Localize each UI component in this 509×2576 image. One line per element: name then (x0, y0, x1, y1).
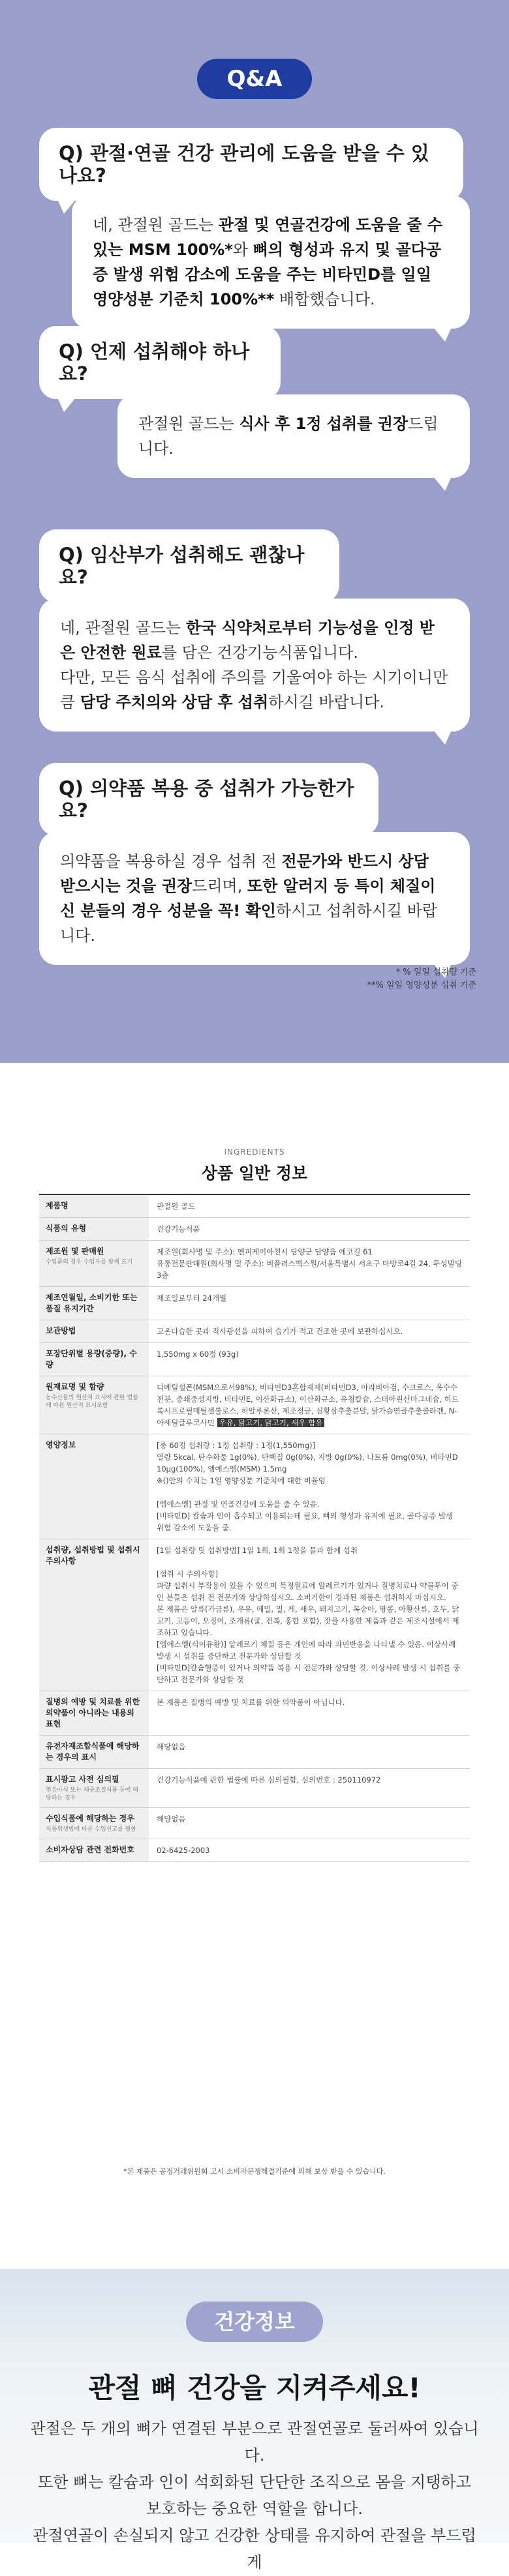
row-header (39, 1434, 149, 1539)
answer-segment: 하시길 바랍니다. (268, 693, 384, 711)
info-subtitle: INGREDIENTS (224, 1147, 285, 1157)
answer-bubble-1 (72, 196, 470, 329)
answer-segment: 네, 관절원 골드는 (93, 216, 219, 234)
row-header-text: 원재료명 및 함량 (46, 1382, 104, 1391)
row-value-text: 디메틸설폰(MSM으로서98%), 비타민D3혼합제제(비타민D3, 아라비아검, 수크로스, 옥수수전분, 중쇄중성지방, 비타민E, 이산화규소), 이산화규소, 유청칼슘, 스테아린산마그네슘, 히드록시프로필메틸셀룰로스, 히알루론산, 제조정금, 심황삼추출분말, 닭가슴연골추출콜라겐, N-아세틸글루코사민 (157, 1383, 459, 1427)
question-text-3: Q) 임산부가 섭취해도 괜찮나요? (59, 544, 305, 588)
table-row (39, 1434, 470, 1539)
row-value-text: 02-6425-2003 (157, 1846, 210, 1855)
row-header (39, 1320, 149, 1342)
table-row (39, 1376, 470, 1434)
row-value-text: 본 제품은 질병의 예방 및 치료를 위한 의약품이 아닙니다. (157, 1698, 345, 1707)
question-text-4: Q) 의약품 복용 중 섭취가 가능한가요? (59, 777, 354, 822)
row-header-text: 식품의 유형 (46, 1224, 87, 1233)
row-value-text: 1,550mg x 60정 (93g) (157, 1350, 239, 1359)
answer-segment: 드립니다. (138, 415, 439, 458)
row-header (39, 1769, 149, 1807)
row-value (149, 1376, 470, 1434)
row-value (149, 1434, 470, 1539)
answer-segment: 담당 주치의와 상담 후 섭취 (80, 693, 269, 711)
row-value-text: 해당없음 (157, 1742, 186, 1751)
question-bubble-2 (39, 326, 281, 399)
question-bubble-1 (39, 128, 463, 201)
compensation-note: *본 제품은 공정거래위원회 고시 소비자분쟁해결기준에 의해 보상 받을 수 있습니다. (123, 2167, 386, 2176)
question-text-2: Q) 언제 섭취해야 하나요? (59, 340, 250, 385)
row-header-text: 유전자재조합식품에 해당하는 경우의 표시 (46, 1741, 140, 1762)
row-value-text: 고온다습한 곳과 직사광선을 피하여 습기가 적고 건조한 곳에 보관하십시오. (157, 1327, 403, 1336)
row-value-text: [1일 섭취량 및 섭취방법] 1일 1회, 1회 1정을 물과 함께 섭취 [섭취 시 주의사항] 과량 섭취시 부작용이 있을 수 있으며 특정원료에 알레르기가 있거나 질병치료나 약물투여 중인 분들은 섭취 전 전문가와 상담하십시오. 소비기한이 경과된 제품은 섭취하지 마십시오. 본 제품은 알류(가금류), 우유, 메밀, 밀, 게, 새우, 돼지고기, 복숭아, 땅콩, 아황산류, 호두, 닭고기, 고등어, 오징어, 조개류(굴, 전복, 홍합 포함), 잣을 사용한 제품과 같은 제조시설에서 제조하고 있습니다. [엠에스엠(식이유황)] 알레르기 체질 등은 개인에 따라 과민반응을 나타낼 수 있음. 이상사례 발생 시 섭취를 중단하고 전문가와 상담할 것 [비타민D]칼슘혈증이 있거나 의약품 복용 시 전문가와 상담할 것. 이상사례 발생 시 섭취를 중단하고 전문가와 상담할 것 (157, 1546, 461, 1684)
table-row (39, 1287, 470, 1320)
row-value (149, 1736, 470, 1768)
answer-segment: 또한 알러지 등 특이 체질이신 분들의 경우 성분을 꼭! 확인 (60, 877, 436, 920)
row-header (39, 1691, 149, 1735)
footnote-daily-nutrient: **% 일일 영양성분 섭취 기준 (367, 981, 476, 990)
answer-text-3 (60, 619, 448, 711)
row-header (39, 1808, 149, 1839)
table-row (39, 1769, 470, 1808)
row-value-text: 제조일로부터 24개월 (157, 1294, 227, 1303)
row-value-text: [총 60정 섭취량 : 1정 섭취량 : 1정(1,550mg)] 열량 5kcal, 탄수화물 1g(0%), 단백질 0g(0%), 지방 0g(0%), 나트륨 0mg(0%), 비타민D 10μg(100%), 엠에스엠(MSM) 1.5mg ※()안의 수치는 1일 영양성분 기준치에 대한 비율임 [엠에스엠] 관절 및 연골건강에 도움을 줄 수 있음. [비타민D] 칼슘과 인이 흡수되고 이용되는데 필요, 뼈의 형성과 유지에 필요, 골다공증 발생 위험 감소에 도움을 줌. (157, 1441, 458, 1532)
answer-segment: 하시고 섭취하시길 바랍니다. (60, 902, 438, 945)
answer-segment: 다만, 모든 음식 섭취에 주의를 기울여야 하는 시기이니만큼 (60, 668, 448, 711)
row-value (149, 1691, 470, 1735)
row-header-note: 영유아식 또는 체중조절식품 등에 해당하는 경우 (46, 1787, 138, 1801)
row-value (149, 1539, 470, 1691)
row-header-note: 식품위생법에 따른 수입신고를 필함 (46, 1826, 136, 1833)
answer-segment: 뼈의 형성과 유지 및 골다공증 발생 위험 감소에 도움을 주는 비타민D를 일일 영양성분 기준치 100%** (93, 241, 442, 308)
row-header-text: 제조연월일, 소비기한 또는 품질 유지기간 (46, 1293, 138, 1313)
row-header-text: 제조원 및 판매원 (46, 1247, 104, 1256)
row-value (149, 1218, 470, 1240)
row-value (149, 1287, 470, 1320)
row-header (39, 1839, 149, 1861)
row-header (39, 1195, 149, 1217)
answer-text-4 (60, 852, 437, 945)
row-header (39, 1241, 149, 1286)
row-value (149, 1241, 470, 1286)
table-row (39, 1539, 470, 1691)
answer-text-1 (93, 216, 442, 308)
answer-bubble-3 (39, 599, 470, 732)
health-body: 관절은 두 개의 뼈가 연결된 부분으로 관절연골로 둘러싸여 있습니다. 또한 뼈는 칼슘과 인이 석회화된 단단한 조직으로 몸을 지탱하고 보호하는 중요한 역할을 합니다. 관절연골이 손실되지 않고 건강한 상태를 유지하여 관절을 부드럽게 (30, 2420, 479, 2571)
table-row (39, 1808, 470, 1839)
answer-bubble-2 (117, 394, 470, 478)
row-value-text: 해당없음 (157, 1814, 186, 1824)
row-header-text: 표시광고 사전 심의필 (46, 1775, 119, 1784)
table-row (39, 1218, 470, 1241)
answer-segment: 드리며, (192, 877, 247, 895)
health-badge: 건강정보 (186, 2302, 323, 2342)
table-row (39, 1343, 470, 1376)
answer-segment: 식사 후 1정 섭취를 권장 (239, 415, 409, 433)
row-header (39, 1736, 149, 1768)
answer-segment: 배합했습니다. (274, 290, 375, 308)
question-bubble-3 (39, 529, 339, 602)
table-row (39, 1839, 470, 1862)
row-value (149, 1769, 470, 1807)
row-header (39, 1539, 149, 1691)
answer-text-2 (138, 415, 439, 458)
health-section (0, 2269, 509, 2571)
row-header (39, 1287, 149, 1320)
table-row (39, 1241, 470, 1287)
answer-segment: 전문가와 반드시 상담 받으시는 것을 권장 (60, 852, 429, 895)
row-value (149, 1343, 470, 1376)
answer-segment: 와 (232, 241, 253, 259)
question-text-1: Q) 관절·연골 건강 관리에 도움을 받을 수 있나요? (59, 142, 429, 186)
row-header (39, 1376, 149, 1434)
qa-badge: Q&A (197, 59, 312, 99)
answer-bubble-4 (39, 832, 470, 965)
row-value (149, 1808, 470, 1839)
table-row (39, 1736, 470, 1769)
health-title: 관절 뼈 건강을 지켜주세요! (88, 2372, 421, 2404)
row-header-text: 섭취량, 섭취방법 및 섭취시 주의사항 (46, 1545, 140, 1565)
answer-segment: 의약품을 복용하실 경우 섭취 전 (60, 852, 282, 870)
table-row (39, 1691, 470, 1736)
row-header-text: 포장단위별 용량(중량), 수량 (46, 1349, 137, 1369)
table-row (39, 1320, 470, 1343)
row-value-text: 제조원(회사명 및 주소): 엔피케이아천시 담양군 담양읍 에코길 61 유통전문판매원(회사명 및 주소): 비플러스엑스원/서울특별시 서초구 마방로4길 24, 투성빌딩 3층 (157, 1247, 462, 1280)
row-header-note: 수입품의 경우 수입자를 함께 표기 (46, 1259, 133, 1266)
row-header-text: 영양정보 (46, 1440, 76, 1449)
row-header (39, 1343, 149, 1376)
row-header-text: 제품명 (46, 1201, 69, 1210)
row-header-text: 수입식품에 해당하는 경우 (46, 1814, 134, 1823)
product-info-table (39, 1194, 470, 1862)
footnote-daily-intake: * % 일일 섭취량 기준 (395, 968, 476, 977)
row-value (149, 1320, 470, 1342)
row-header-text: 보관방법 (46, 1326, 76, 1335)
row-value (149, 1839, 470, 1861)
question-bubble-4 (39, 763, 378, 836)
answer-segment: 관절 및 연골건강에 도움을 줄 수 있는 MSM 100%* (93, 216, 442, 259)
answer-segment: 관절원 골드는 (138, 415, 239, 433)
table-row (39, 1195, 470, 1218)
row-value (149, 1195, 470, 1217)
allergen-highlight: 우유, 닭고기, 닭고기, 새우 함유 (217, 1418, 325, 1427)
answer-segment: 를 담은 건강기능식품입니다. (161, 644, 358, 662)
row-header-text: 질병의 예방 및 치료를 위한 의약품이 아니라는 내용의 표현 (46, 1697, 140, 1728)
answer-segment: 네, 관절원 골드는 (60, 619, 186, 637)
info-title: 상품 일반 정보 (201, 1164, 308, 1183)
row-value-text: 관절원 골드 (157, 1202, 196, 1211)
row-header-note: 농수산물의 원산지 표시에 관한 법률에 따른 원산지 표시포함 (46, 1395, 138, 1409)
row-value-text: 건강기능식품 (157, 1224, 200, 1234)
row-value-text: 건강기능식품에 관한 법률에 따른 심의필함, 심의번호 : 250110972 (157, 1775, 381, 1784)
row-header-text: 소비자상담 관련 전화번호 (46, 1845, 134, 1854)
row-header (39, 1218, 149, 1240)
answer-segment: 한국 식약처로부터 기능성을 인정 받은 안전한 원료 (60, 619, 435, 662)
qa-section (0, 0, 509, 1063)
